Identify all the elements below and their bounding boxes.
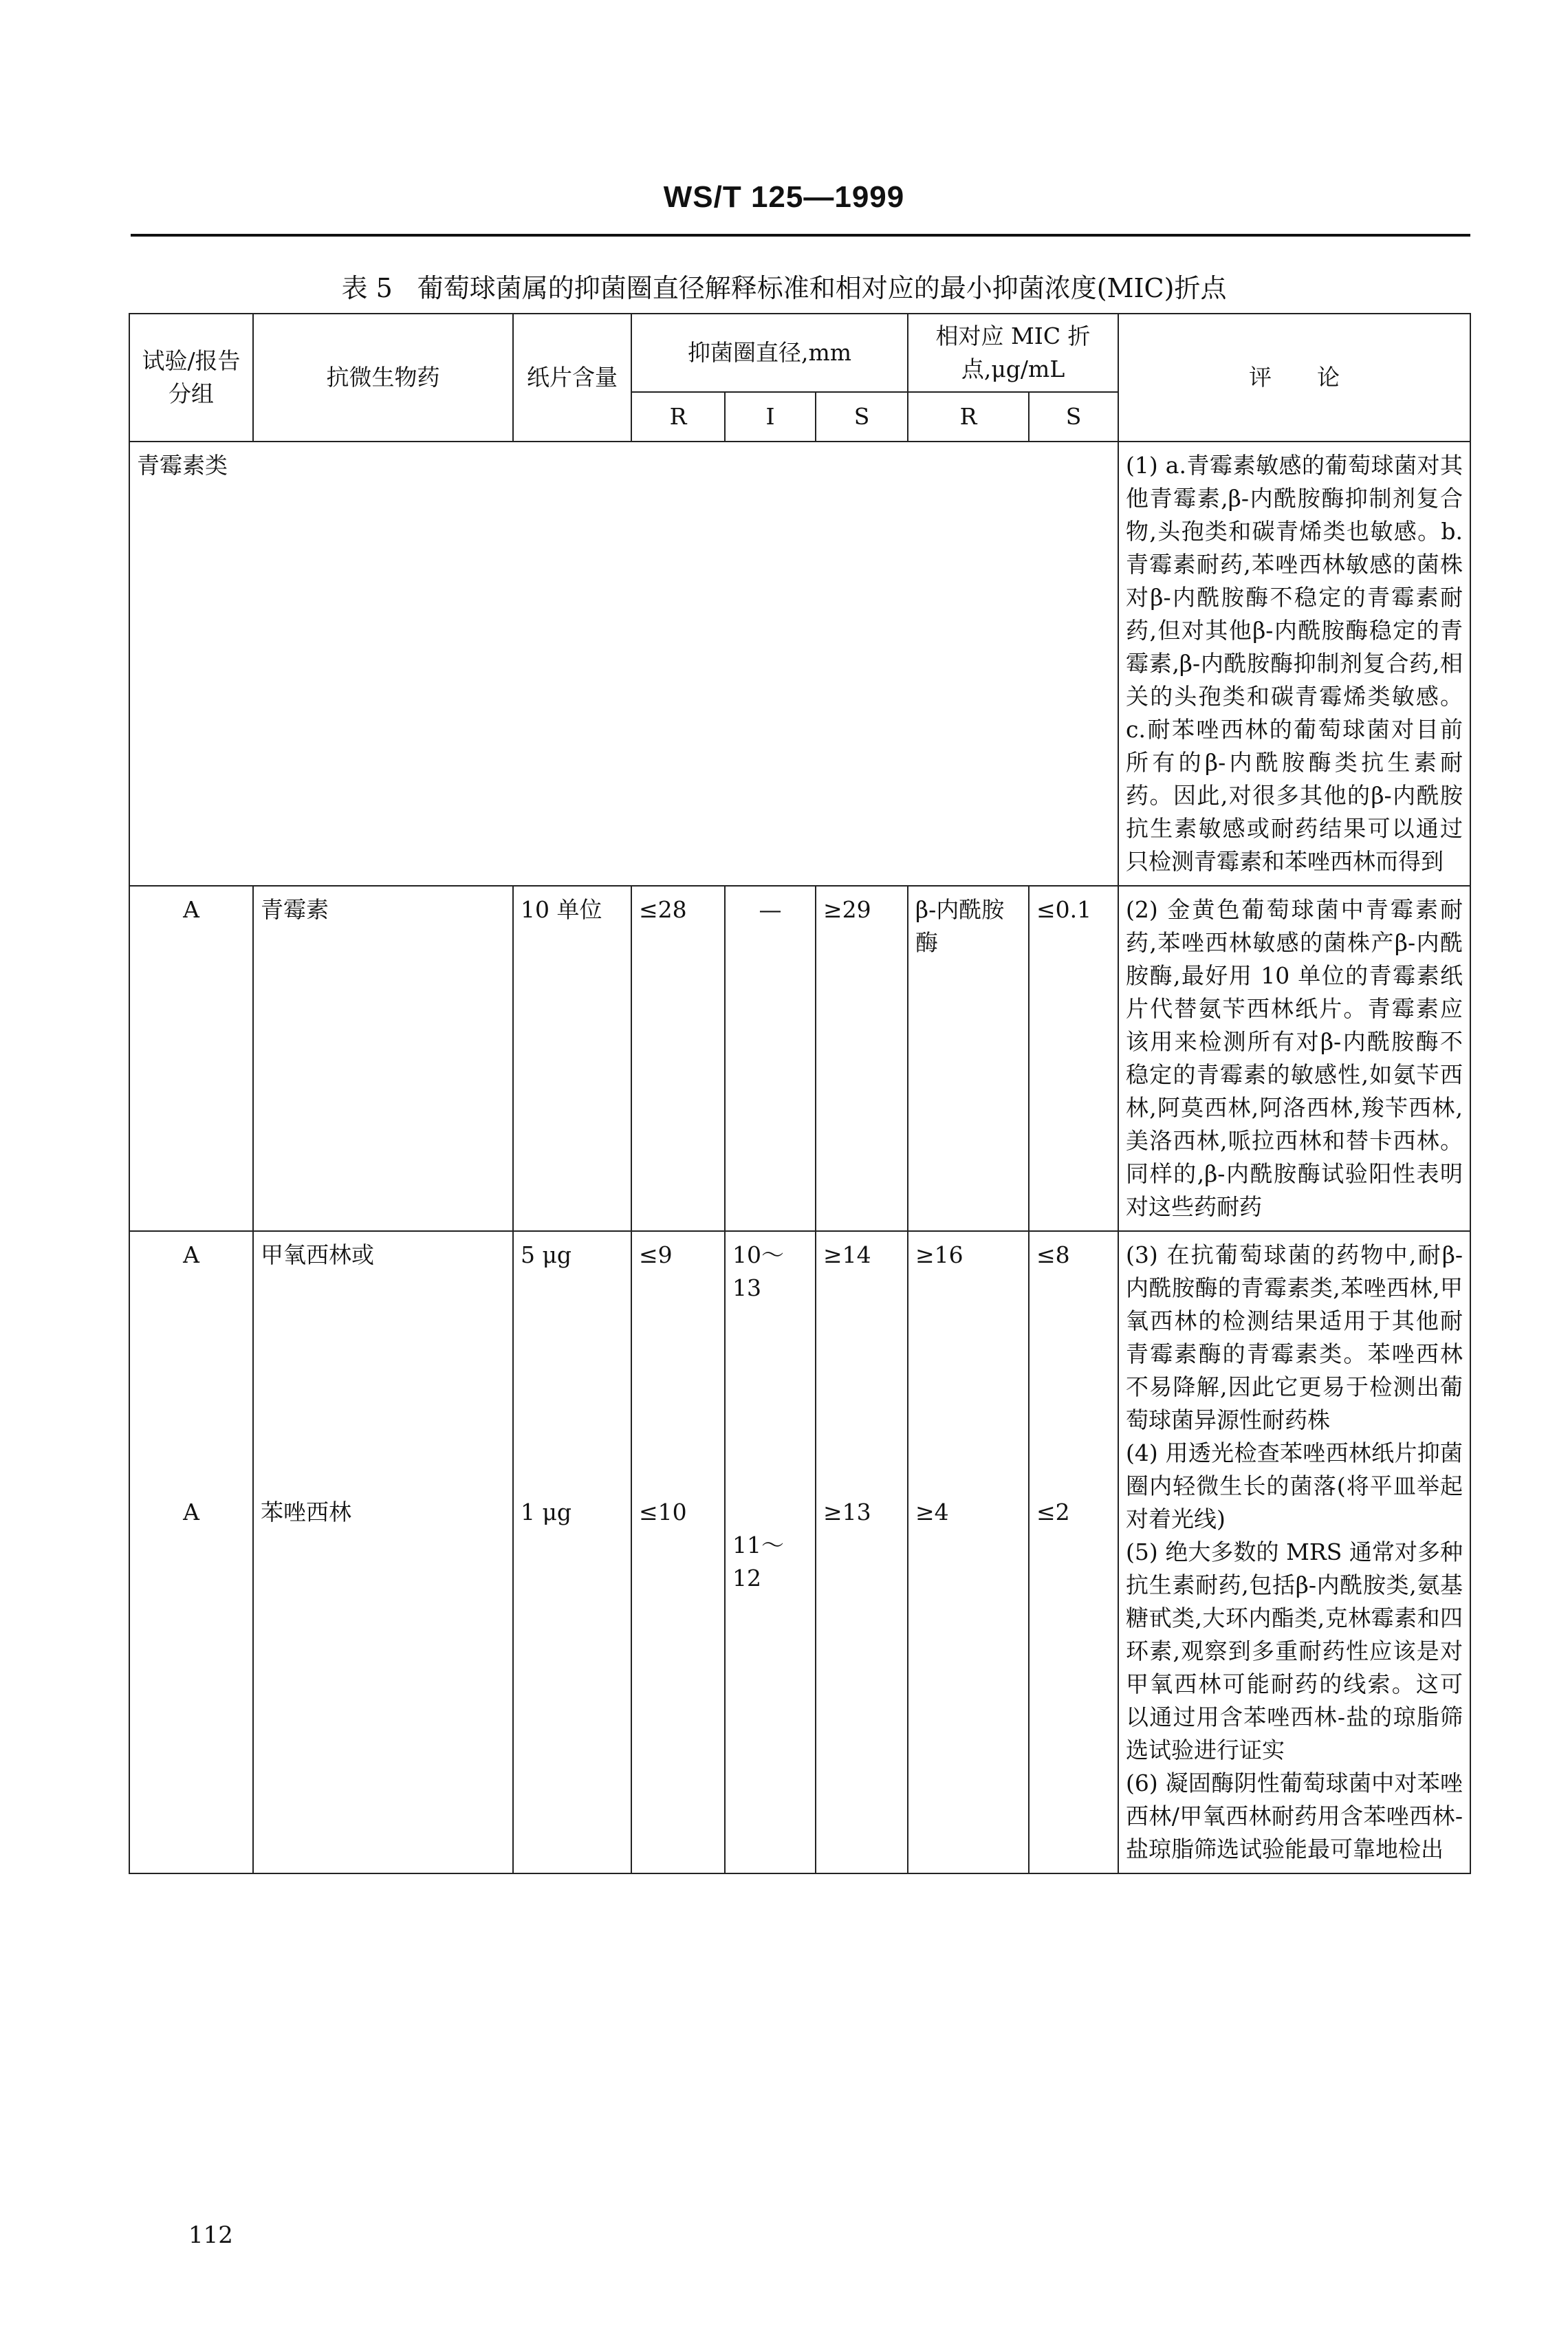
- table-title: 葡萄球菌属的抑菌圈直径解释标准和相对应的最小抑菌浓度(MIC)折点: [417, 273, 1227, 303]
- mic-s-value: ≤2: [1036, 1499, 1070, 1525]
- group-value: A: [183, 1499, 199, 1525]
- document-code: WS/T 125—1999: [663, 180, 905, 214]
- zone-r-cell: ≤28: [631, 886, 725, 1231]
- zone-r-value: ≤10: [639, 1499, 687, 1525]
- comment-text: (2) 金黄色葡萄球菌中青霉素耐药,苯唑西林敏感的菌株产β-内酰胺酶,最好用 10 单位的青霉素纸片代替氨苄西林纸片。青霉素应该用来检测所有对β-内酰胺酶不稳定的青霉素的敏感性,如氨苄西林,阿莫西林,阿洛西林,羧苄西林,美洛西林,哌拉西林和替卡西林。同样的,β-内酰胺酶试验阳性表明对这些药耐药: [1126, 896, 1463, 1220]
- comment-text: (4) 用透光检查苯唑西林纸片抑菌圈内轻微生长的菌落(将平皿举起对着光线): [1126, 1439, 1463, 1532]
- mic-r-cell: [908, 1231, 1029, 1873]
- drug-oxacillin: 苯唑西林: [261, 1499, 351, 1525]
- zone-i-value: 11～12: [732, 1532, 784, 1591]
- header-zone-s: S: [816, 392, 908, 442]
- table-caption: [0, 267, 1568, 305]
- comment-text: (6) 凝固酶阴性葡萄球菌中对苯唑西林/甲氧西林耐药用含苯唑西林-盐琼脂筛选试验能最可靠地检出: [1126, 1770, 1463, 1862]
- header-drug: 抗微生物药: [253, 314, 513, 442]
- comment-text: (3) 在抗葡萄球菌的药物中,耐β-内酰胺酶的青霉素类,苯唑西林,甲氧西林的检测结果适用于其他耐青霉素酶的青霉素类。苯唑西林不易降解,因此它更易于检测出葡萄球菌异源性耐药株: [1126, 1241, 1463, 1433]
- table-label: 表 5: [341, 273, 393, 303]
- zone-r-cell: [631, 1231, 725, 1873]
- comment-text: (5) 绝大多数的 MRS 通常对多种抗生素耐药,包括β-内酰胺类,氨基糖甙类,大环内酯类,克林霉素和四环素,观察到多重耐药性应该是对甲氧西林可能耐药的线索。这可以通过用含苯唑西林-盐的琼脂筛选试验进行证实: [1126, 1539, 1463, 1763]
- comment-cell: [1118, 1231, 1470, 1873]
- mic-s-cell: ≤0.1: [1029, 886, 1118, 1231]
- disk-cell: [513, 1231, 631, 1873]
- table-row: [129, 1231, 1470, 1873]
- header-mic-s: S: [1029, 392, 1118, 442]
- group-value: A: [183, 1241, 199, 1268]
- zone-r-value: ≤9: [639, 1241, 673, 1268]
- comment-cell: [1118, 442, 1470, 886]
- header-mic: 相对应 MIC 折点,μg/mL: [908, 314, 1118, 392]
- breakpoint-table: [129, 313, 1471, 1874]
- zone-s-cell: ≥29: [816, 886, 908, 1231]
- comment-cell: [1118, 886, 1470, 1231]
- header-comment: 评 论: [1118, 314, 1470, 442]
- disk-value: 1 μg: [521, 1499, 572, 1525]
- section-title: 青霉素类: [137, 452, 228, 479]
- group-cell: A: [129, 886, 253, 1231]
- zone-i-value: 10～13: [732, 1241, 784, 1301]
- disk-value: 5 μg: [521, 1241, 572, 1268]
- zone-i-cell: —: [725, 886, 816, 1231]
- zone-i-cell: [725, 1231, 816, 1873]
- mic-r-value: ≥16: [915, 1241, 963, 1268]
- drug-cell: [253, 1231, 513, 1873]
- zone-s-cell: [816, 1231, 908, 1873]
- header-zone-i: I: [725, 392, 816, 442]
- mic-r-cell: β-内酰胺酶: [908, 886, 1029, 1231]
- header-disk: 纸片含量: [513, 314, 631, 442]
- header-zone: 抑菌圈直径,mm: [631, 314, 908, 392]
- drug-cell: 青霉素: [253, 886, 513, 1231]
- header-mic-r: R: [908, 392, 1029, 442]
- zone-s-value: ≥13: [823, 1499, 871, 1525]
- header-group: 试验/报告分组: [129, 314, 253, 442]
- comment-text: (1) a.青霉素敏感的葡萄球菌对其他青霉素,β-内酰胺酶抑制剂复合物,头孢类和碳青烯类也敏感。b. 青霉素耐药,苯唑西林敏感的菌株对β-内酰胺酶不稳定的青霉素耐药,但对其他β-内酰胺酶稳定的青霉素,β-内酰胺酶抑制剂复合药,相关的头孢类和碳青霉烯类敏感。c.耐苯唑西林的葡萄球菌对目前所有的β-内酰胺酶类抗生素耐药。因此,对很多其他的β-内酰胺抗生素敏感或耐药结果可以通过只检测青霉素和苯唑西林而得到: [1126, 452, 1463, 875]
- page-number: 112: [188, 2221, 233, 2249]
- mic-s-value: ≤8: [1036, 1241, 1070, 1268]
- zone-s-value: ≥14: [823, 1241, 871, 1268]
- table-row: [129, 442, 1470, 886]
- header-zone-r: R: [631, 392, 725, 442]
- group-cell: [129, 1231, 253, 1873]
- section-label: [129, 442, 1118, 886]
- mic-s-cell: [1029, 1231, 1118, 1873]
- disk-cell: 10 单位: [513, 886, 631, 1231]
- mic-r-value: ≥4: [915, 1499, 949, 1525]
- table-row: [129, 886, 1470, 1231]
- drug-methicillin: 甲氧西林或: [261, 1241, 374, 1268]
- header-rule: [131, 234, 1470, 237]
